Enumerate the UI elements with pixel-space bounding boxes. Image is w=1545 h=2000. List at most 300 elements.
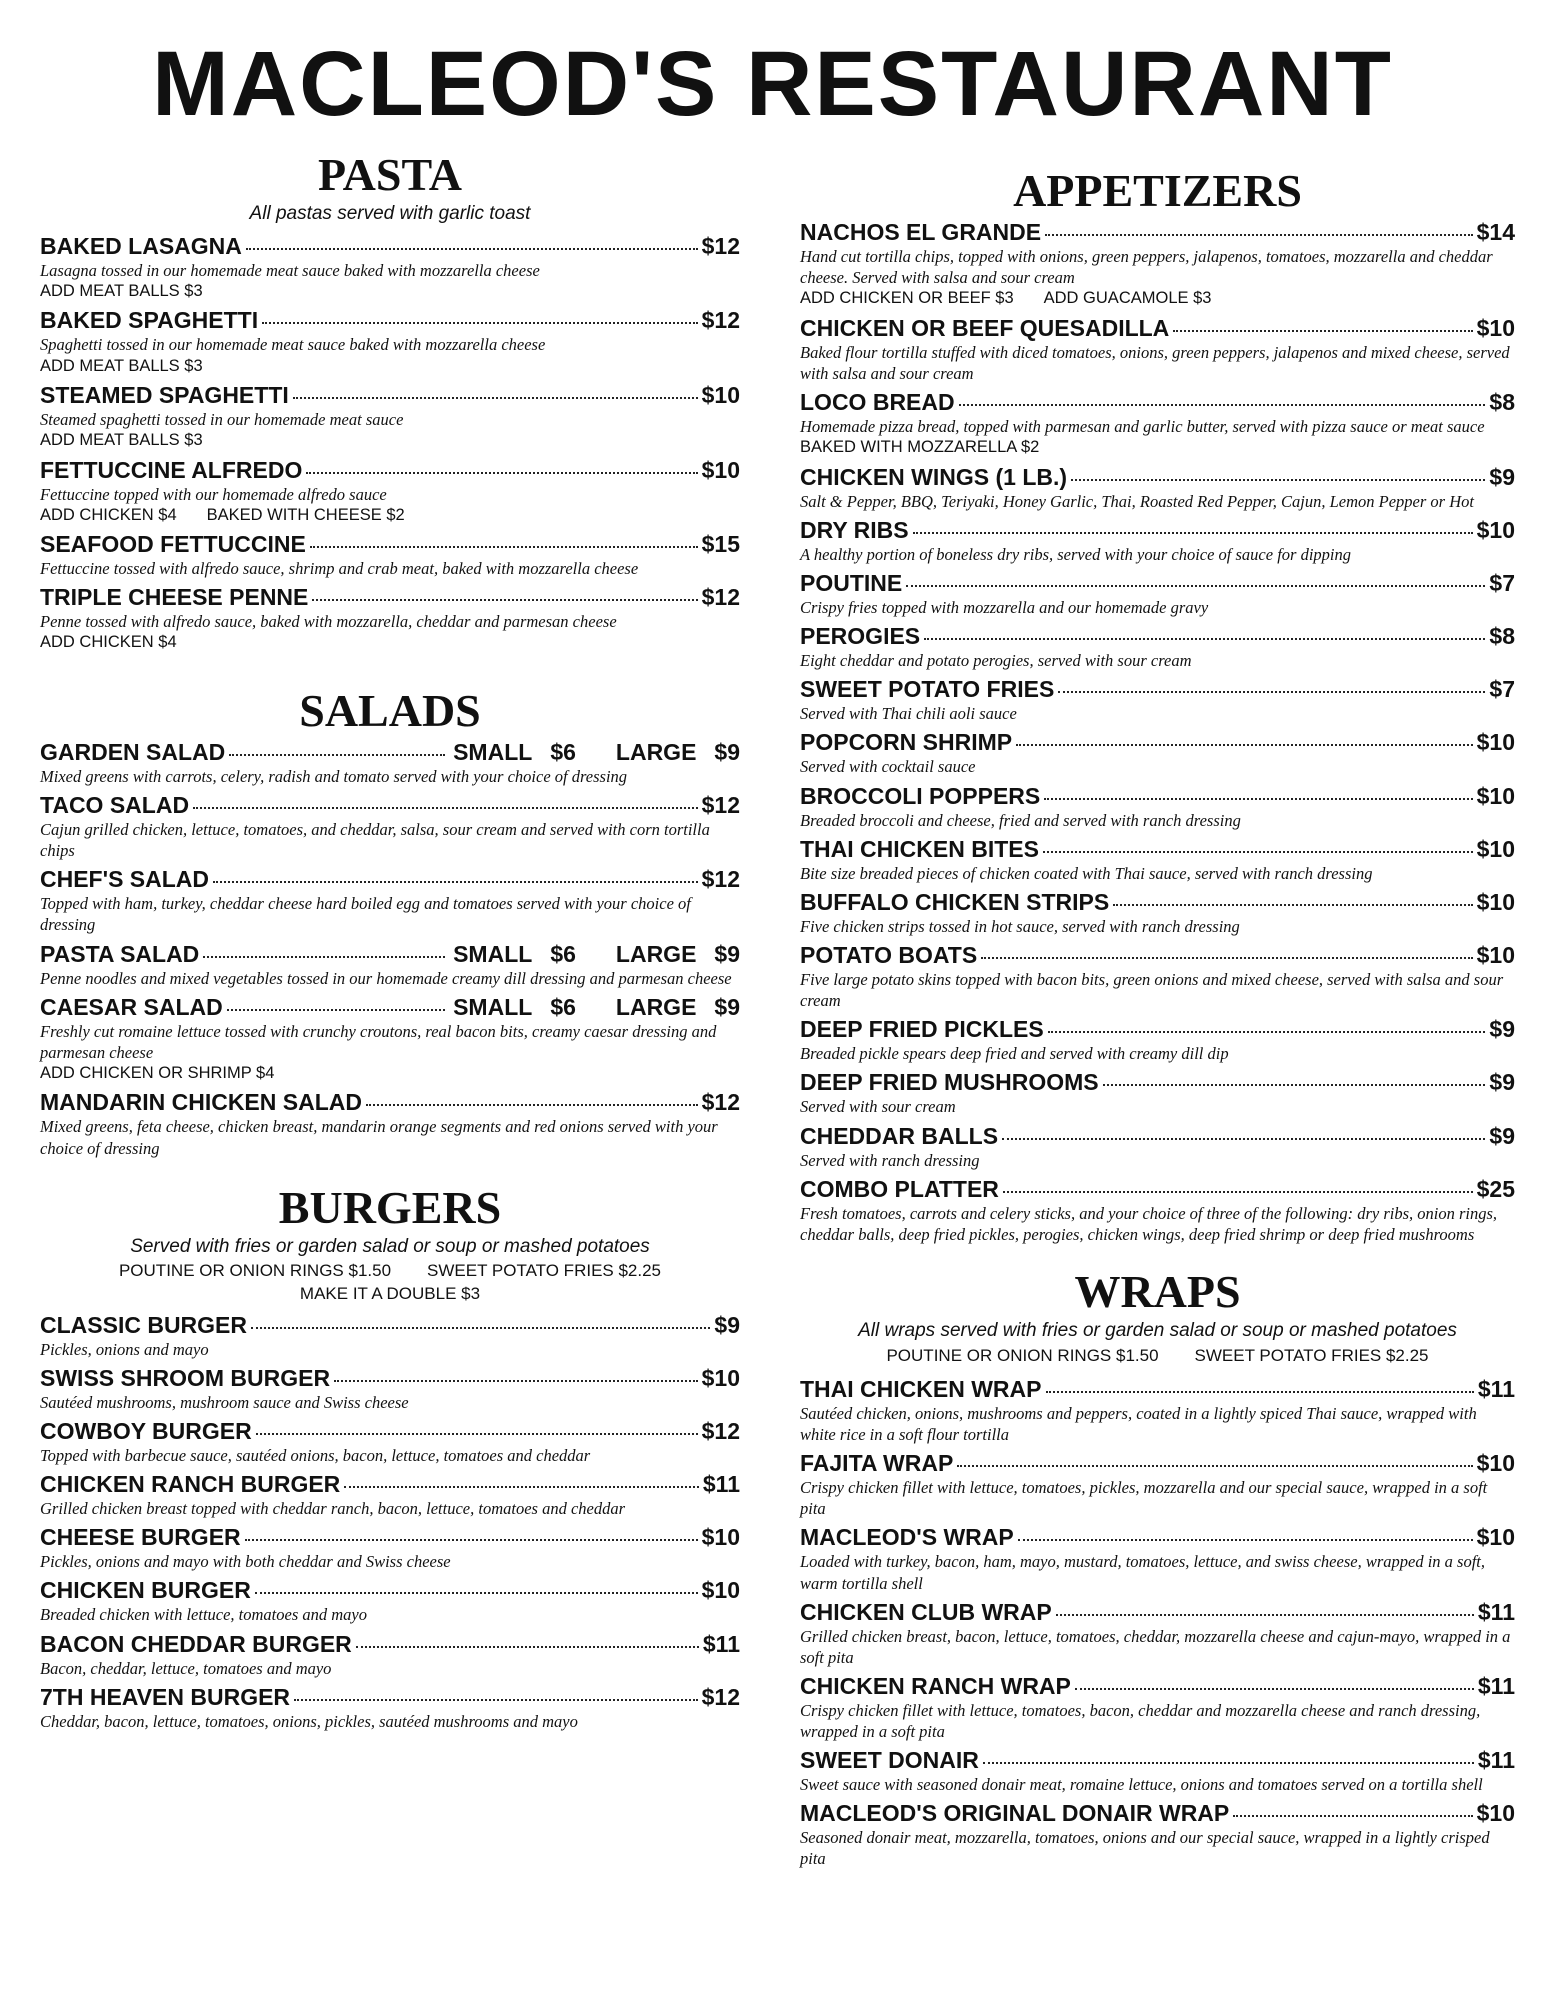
menu-item-row: [40, 1630, 740, 1658]
menu-item-row: [800, 1598, 1515, 1626]
menu-item-addons: [40, 356, 740, 377]
dot-leader: [1018, 1539, 1473, 1541]
menu-item-row: [40, 1417, 740, 1445]
menu-item-name: DRY RIBS: [800, 516, 909, 543]
menu-item-description: Freshly cut romaine lettuce tossed with crunchy croutons, real bacon bits, creamy caesar dressing and parmesan cheese: [40, 1021, 717, 1062]
menu-item: [40, 232, 740, 303]
menu-item-name: MACLEOD'S ORIGINAL DONAIR WRAP: [800, 1800, 1230, 1827]
size-price: $6: [550, 993, 576, 1020]
menu-item-price: $9: [1489, 1016, 1515, 1043]
menu-item: [40, 1470, 740, 1519]
dot-leader: [1043, 851, 1473, 853]
menu-item: [800, 835, 1515, 884]
menu-item-name: SWEET POTATO FRIES: [800, 676, 1055, 703]
menu-item-description: Homemade pizza bread, topped with parmesan and garlic butter, served with pizza sauce or meat sauce: [800, 417, 1485, 437]
menu-item-name: DEEP FRIED MUSHROOMS: [800, 1069, 1099, 1096]
menu-item: [800, 463, 1515, 512]
dot-leader: [293, 397, 698, 399]
menu-item-row: [40, 1523, 740, 1551]
dot-leader: [1045, 234, 1473, 236]
menu-item-name: 7TH HEAVEN BURGER: [40, 1683, 291, 1710]
menu-item-row: [800, 622, 1515, 650]
menu-item-row: [40, 1088, 740, 1116]
dot-leader: [366, 1104, 698, 1106]
menu-item-name: PASTA SALAD: [40, 940, 200, 967]
right-column: [800, 165, 1515, 1906]
appetizers-section: [800, 165, 1515, 1245]
menu-item: [800, 569, 1515, 618]
menu-item-price: $10: [1476, 516, 1515, 543]
menu-item-price: $11: [702, 1471, 740, 1498]
wraps-note: All wraps served with fries or garden salad or soup or mashed potatoes: [858, 1319, 1457, 1341]
menu-item-description: Baked flour tortilla stuffed with diced tomatoes, onions, green peppers, jalapenos and mixed cheese, served with salsa and sour cream: [800, 342, 1510, 383]
menu-item-description: Breaded broccoli and cheese, fried and served with ranch dressing: [800, 810, 1241, 830]
dot-leader: [251, 1327, 710, 1329]
menu-item: [800, 1672, 1515, 1742]
menu-item-row: [40, 1470, 740, 1498]
menu-item-row: [40, 456, 740, 484]
menu-item-description: Mixed greens, feta cheese, chicken breast, mandarin orange segments and red onions served with your choice of dressing: [40, 1117, 718, 1158]
menu-item-price: $15: [701, 531, 740, 558]
menu-item-name: FAJITA WRAP: [800, 1450, 954, 1477]
dot-leader: [957, 1465, 1472, 1467]
left-column: [40, 149, 740, 1768]
menu-item-description: Crispy fries topped with mozzarella and our homemade gravy: [800, 597, 1209, 617]
menu-item-name: SWISS SHROOM BURGER: [40, 1364, 331, 1391]
menu-item-row: [800, 1122, 1515, 1150]
menu-item-addons: [800, 437, 1515, 458]
menu-item-name: THAI CHICKEN WRAP: [800, 1375, 1042, 1402]
menu-item: [800, 1175, 1515, 1245]
menu-item-name: CHEDDAR BALLS: [800, 1122, 999, 1149]
pasta-section: [40, 149, 740, 654]
salads-heading: SALADS: [299, 684, 481, 736]
size-label: SMALL: [453, 940, 533, 967]
dot-leader: [1075, 1688, 1474, 1690]
menu-item-price: $11: [1477, 1672, 1515, 1699]
menu-item-name: SEAFOOD FETTUCCINE: [40, 531, 306, 558]
menu-item-description: Penne noodles and mixed vegetables tossed in our homemade creamy dill dressing and parmesan cheese: [40, 968, 732, 988]
menu-item-description: Breaded chicken with lettuce, tomatoes and mayo: [40, 1605, 368, 1625]
addon-option: BAKED WITH MOZZARELLA $2: [800, 438, 1040, 457]
menu-item-row: [800, 1175, 1515, 1203]
dot-leader: [203, 956, 445, 958]
size-option: [453, 993, 576, 1021]
menu-item-name: CAESAR SALAD: [40, 993, 223, 1020]
menu-item-row: [40, 738, 740, 766]
dot-leader: [1046, 1391, 1474, 1393]
burgers-upgrade-2: SWEET POTATO FRIES $2.25: [427, 1261, 662, 1281]
menu-item-name: CHICKEN WINGS (1 LB.): [800, 463, 1068, 490]
menu-item-description: Five large potato skins topped with bacon bits, green onions and mixed cheese, served with salsa and sour cream: [800, 970, 1504, 1011]
menu-item: [40, 791, 740, 861]
menu-item-row: [800, 463, 1515, 491]
menu-item-row: [800, 314, 1515, 342]
wraps-section: [800, 1265, 1515, 1870]
addon-option: ADD MEAT BALLS $3: [40, 356, 203, 375]
menu-item-name: TACO SALAD: [40, 792, 190, 819]
burgers-note: Served with fries or garden salad or soup or mashed potatoes: [130, 1235, 650, 1257]
menu-item: [40, 306, 740, 377]
menu-item-description: Cheddar, bacon, lettuce, tomatoes, onions, pickles, sautéed mushrooms and mayo: [40, 1711, 578, 1731]
dot-leader: [262, 322, 698, 324]
menu-item-name: POUTINE: [800, 569, 903, 596]
menu-item-name: POTATO BOATS: [800, 941, 978, 968]
dot-leader: [245, 1539, 698, 1541]
menu-item: [40, 530, 740, 579]
menu-item-name: BAKED SPAGHETTI: [40, 307, 259, 334]
dot-leader: [1044, 798, 1472, 800]
menu-item: [800, 1449, 1515, 1519]
menu-item-row: [40, 306, 740, 334]
addon-option: ADD CHICKEN $4: [40, 505, 177, 524]
menu-item: [800, 388, 1515, 459]
addon-option: ADD CHICKEN OR BEEF $3: [800, 289, 1014, 308]
dot-leader: [1016, 744, 1472, 746]
menu-item-row: [800, 728, 1515, 756]
size-option: [453, 940, 576, 968]
dot-leader: [306, 472, 697, 474]
menu-item-description: Five chicken strips tossed in hot sauce, served with ranch dressing: [800, 916, 1240, 936]
menu-item-row: [800, 782, 1515, 810]
menu-item-description: Pickles, onions and mayo: [40, 1339, 209, 1359]
menu-item-row: [40, 381, 740, 409]
menu-item-name: BAKED LASAGNA: [40, 232, 242, 259]
menu-item-description: Grilled chicken breast topped with cheddar ranch, bacon, lettuce, tomatoes and cheddar: [40, 1499, 626, 1519]
menu-item-price: $10: [1476, 888, 1515, 915]
dot-leader: [256, 1433, 698, 1435]
menu-item-row: [40, 1364, 740, 1392]
dot-leader: [246, 248, 698, 250]
addon-option: ADD MEAT BALLS $3: [40, 281, 203, 300]
menu-item-name: COWBOY BURGER: [40, 1417, 252, 1444]
menu-item: [40, 1311, 740, 1360]
dot-leader: [906, 585, 1485, 587]
size-label: LARGE: [615, 738, 697, 765]
menu-item-description: Loaded with turkey, bacon, ham, mayo, mustard, tomatoes, lettuce, and swiss cheese, wrapped in a soft, warm tortilla shell: [800, 1552, 1485, 1593]
addon-option: ADD MEAT BALLS $3: [40, 431, 203, 450]
menu-item-addons: [40, 281, 740, 302]
dot-leader: [193, 807, 698, 809]
burgers-section: [40, 1181, 740, 1732]
menu-item-price: $10: [1476, 835, 1515, 862]
menu-item-name: CHEESE BURGER: [40, 1524, 241, 1551]
menu-item-row: [40, 791, 740, 819]
menu-item: [40, 738, 740, 787]
menu-item-price: $12: [701, 584, 740, 611]
menu-item-addons: [40, 430, 740, 451]
menu-item: [800, 314, 1515, 384]
dot-leader: [294, 1699, 698, 1701]
menu-item-price: $10: [701, 1524, 740, 1551]
menu-item: [800, 888, 1515, 937]
menu-item-price: $10: [1476, 1450, 1515, 1477]
dot-leader: [1002, 1138, 1485, 1140]
menu-item: [40, 1417, 740, 1466]
menu-item-row: [800, 516, 1515, 544]
menu-item-row: [800, 1799, 1515, 1827]
menu-item-description: Salt & Pepper, BBQ, Teriyaki, Honey Garlic, Thai, Roasted Red Pepper, Cajun, Lemon Pepper or Hot: [800, 491, 1474, 511]
wraps-items: [800, 1375, 1515, 1870]
menu-item: [40, 1576, 740, 1625]
menu-item-row: [40, 1683, 740, 1711]
dot-leader: [310, 546, 698, 548]
menu-item: [800, 1746, 1515, 1795]
menu-item: [800, 218, 1515, 310]
menu-item-row: [40, 530, 740, 558]
menu-item-name: CHICKEN OR BEEF QUESADILLA: [800, 314, 1170, 341]
menu-item-name: DEEP FRIED PICKLES: [800, 1016, 1044, 1043]
addon-option: ADD CHICKEN $4: [40, 633, 177, 652]
menu-item-row: [800, 1015, 1515, 1043]
menu-item: [800, 516, 1515, 565]
menu-item-description: Lasagna tossed in our homemade meat sauce baked with mozzarella cheese: [40, 260, 540, 280]
menu-item: [800, 622, 1515, 671]
menu-item-row: [800, 1449, 1515, 1477]
menu-item-description: Sautéed mushrooms, mushroom sauce and Swiss cheese: [40, 1392, 409, 1412]
wraps-upgrades: [800, 1345, 1515, 1367]
menu-item-description: Served with sour cream: [800, 1097, 956, 1117]
wraps-upgrade-2: SWEET POTATO FRIES $2.25: [1194, 1345, 1429, 1365]
dot-leader: [334, 1380, 698, 1382]
size-option: [616, 738, 740, 766]
menu-item-description: Penne tossed with alfredo sauce, baked with mozzarella, cheddar and parmesan cheese: [40, 612, 617, 632]
menu-item-price: $9: [1489, 463, 1515, 490]
size-label: LARGE: [615, 993, 697, 1020]
addon-option: BAKED WITH CHEESE $2: [206, 505, 405, 524]
menu-item-description: Served with Thai chili aoli sauce: [800, 704, 1017, 724]
menu-item: [800, 941, 1515, 1011]
restaurant-title: MACLEOD'S RESTAURANT: [152, 33, 1393, 135]
menu-item-price: $11: [1477, 1598, 1515, 1625]
dot-leader: [1048, 1031, 1486, 1033]
menu-item-row: [800, 1375, 1515, 1403]
menu-item-addons: [40, 505, 740, 526]
dot-leader: [983, 1762, 1474, 1764]
menu-item-name: NACHOS EL GRANDE: [800, 219, 1042, 245]
menu-item-description: Hand cut tortilla chips, topped with onions, green peppers, jalapenos, tomatoes, mozzarella and cheddar cheese. Served with salsa and sour cream: [800, 247, 1493, 288]
menu-item: [800, 1122, 1515, 1171]
menu-item-name: SWEET DONAIR: [800, 1747, 979, 1774]
menu-item: [40, 1630, 740, 1679]
menu-item-name: TRIPLE CHEESE PENNE: [40, 584, 309, 611]
menu-item-name: POPCORN SHRIMP: [800, 729, 1013, 756]
size-label: SMALL: [453, 738, 533, 765]
dot-leader: [312, 599, 697, 601]
menu-item: [800, 1799, 1515, 1869]
menu-item-row: [40, 865, 740, 893]
menu-item-description: Mixed greens with carrots, celery, radish and tomato served with your choice of dressing: [40, 766, 628, 786]
salads-section: [40, 684, 740, 1159]
menu-item-row: [40, 1311, 740, 1339]
dot-leader: [1003, 1191, 1473, 1193]
menu-item-price: $12: [701, 866, 740, 893]
menu-item-name: THAI CHICKEN BITES: [800, 835, 1039, 862]
menu-item-name: CHEF'S SALAD: [40, 866, 210, 893]
dot-leader: [229, 754, 445, 756]
menu-item-price: $12: [701, 792, 740, 819]
menu-item-price: $14: [1476, 219, 1515, 245]
menu-item-price: $12: [701, 232, 740, 259]
menu-item-description: Served with cocktail sauce: [800, 757, 976, 777]
menu-item: [800, 728, 1515, 777]
menu-item-price: $10: [1476, 1800, 1515, 1827]
burgers-upgrades: [40, 1260, 740, 1282]
menu-item-name: BACON CHEDDAR BURGER: [40, 1630, 352, 1657]
menu-item-price: $10: [1476, 782, 1515, 809]
menu-item-price: $12: [701, 1417, 740, 1444]
dot-leader: [981, 957, 1472, 959]
menu-item-description: Spaghetti tossed in our homemade meat sauce baked with mozzarella cheese: [40, 335, 546, 355]
menu-item: [40, 993, 740, 1085]
menu-item-price: $8: [1489, 623, 1515, 650]
menu-item-name: CHICKEN CLUB WRAP: [800, 1598, 1052, 1625]
menu-item-row: [800, 1746, 1515, 1774]
menu-item-description: Cajun grilled chicken, lettuce, tomatoes, and cheddar, salsa, sour cream and served with corn tortilla chips: [40, 820, 710, 861]
menu-item-description: Seasoned donair meat, mozzarella, tomatoes, onions and our special sauce, wrapped in a lightly crisped pita: [800, 1828, 1490, 1869]
menu-item-price: $10: [1476, 941, 1515, 968]
appetizers-heading: APPETIZERS: [1013, 165, 1302, 216]
menu-item-name: COMBO PLATTER: [800, 1175, 999, 1202]
size-price: $9: [714, 940, 740, 967]
menu-item: [40, 1523, 740, 1572]
wraps-heading: WRAPS: [1074, 1265, 1241, 1317]
menu-item-description: Sautéed chicken, onions, mushrooms and peppers, coated in a lightly spiced Thai sauce, wrapped with white rice in a soft flour tortilla: [800, 1403, 1477, 1444]
dot-leader: [924, 638, 1485, 640]
menu-item-row: [800, 675, 1515, 703]
addon-option: ADD CHICKEN OR SHRIMP $4: [40, 1063, 275, 1082]
menu-item-row: [40, 993, 740, 1021]
menu-item-description: Crispy chicken fillet with lettuce, tomatoes, bacon, cheddar and mozzarella cheese and ranch dressing, wrapped in a soft pita: [800, 1700, 1481, 1742]
dot-leader: [1056, 1614, 1474, 1616]
menu-item-price: $10: [1476, 1524, 1515, 1551]
menu-item: [40, 456, 740, 527]
menu-item-name: GARDEN SALAD: [40, 738, 226, 765]
menu-item-row: [800, 218, 1515, 246]
menu-item-addons: [800, 288, 1515, 309]
menu-item-description: Pickles, onions and mayo with both cheddar and Swiss cheese: [40, 1552, 451, 1572]
menu-item-name: STEAMED SPAGHETTI: [40, 381, 289, 408]
pasta-note: All pastas served with garlic toast: [249, 203, 531, 224]
burgers-upgrade-1: POUTINE OR ONION RINGS $1.50: [118, 1261, 392, 1281]
burgers-double: MAKE IT A DOUBLE $3: [299, 1283, 481, 1303]
menu-item-description: Crispy chicken fillet with lettuce, tomatoes, pickles, mozzarella and our special sauce, wrapped in a soft pita: [800, 1478, 1488, 1519]
dot-leader: [227, 1009, 445, 1011]
dot-leader: [356, 1646, 699, 1648]
menu-item-price: $12: [701, 1089, 740, 1116]
menu-item-description: Breaded pickle spears deep fried and served with creamy dill dip: [800, 1044, 1229, 1064]
menu-item-description: A healthy portion of boneless dry ribs, served with your choice of sauce for dipping: [800, 544, 1352, 564]
menu-item-name: CHICKEN RANCH WRAP: [800, 1672, 1071, 1699]
dot-leader: [959, 404, 1486, 406]
size-label: SMALL: [453, 993, 533, 1020]
menu-item-description: Steamed spaghetti tossed in our homemade meat sauce: [40, 409, 404, 429]
wraps-upgrade-1: POUTINE OR ONION RINGS $1.50: [886, 1345, 1159, 1365]
menu-item-price: $9: [1489, 1122, 1515, 1149]
size-option: [616, 940, 740, 968]
menu-item-price: $12: [701, 1683, 740, 1710]
menu-item-description: Topped with barbecue sauce, sautéed onions, bacon, lettuce, tomatoes and cheddar: [40, 1445, 591, 1465]
pasta-items: [40, 232, 740, 654]
menu-item-name: CLASSIC BURGER: [40, 1311, 248, 1338]
menu-item-row: [40, 232, 740, 260]
menu-item-name: BUFFALO CHICKEN STRIPS: [800, 888, 1110, 915]
menu-item-price: $12: [701, 307, 740, 334]
menu-item-price: $7: [1489, 676, 1515, 703]
menu-item-row: [800, 888, 1515, 916]
menu-item-price: $11: [1477, 1747, 1515, 1774]
menu-item: [40, 381, 740, 452]
menu-item: [40, 940, 740, 989]
menu-item-price: $9: [1489, 1069, 1515, 1096]
dot-leader: [913, 532, 1473, 534]
menu-item-row: [40, 940, 740, 968]
menu-item-price: $9: [714, 1311, 740, 1338]
menu-item-addons: [40, 1063, 740, 1084]
dot-leader: [1113, 904, 1472, 906]
menu-item-name: LOCO BREAD: [800, 388, 955, 415]
menu-item-description: Served with ranch dressing: [800, 1150, 980, 1170]
appetizers-items: [800, 218, 1515, 1245]
pasta-heading: PASTA: [318, 149, 462, 200]
menu-item-addons: [40, 632, 740, 653]
menu-item-description: Grilled chicken breast, bacon, lettuce, tomatoes, cheddar, mozzarella cheese and cajun-mayo, wrapped in a soft pita: [800, 1626, 1511, 1667]
menu-item-description: Topped with ham, turkey, cheddar cheese hard boiled egg and tomatoes served with your choice of dressing: [40, 894, 691, 935]
menu-item-name: CHICKEN RANCH BURGER: [40, 1471, 341, 1498]
menu-item-row: [800, 1068, 1515, 1096]
menu-item-name: PEROGIES: [800, 623, 921, 650]
dot-leader: [1058, 691, 1485, 693]
menu-item: [40, 1364, 740, 1413]
menu-item-name: FETTUCCINE ALFREDO: [40, 456, 303, 483]
dot-leader: [1173, 330, 1472, 332]
dot-leader: [213, 881, 698, 883]
menu-item-description: Fettuccine topped with our homemade alfredo sauce: [40, 484, 387, 504]
burgers-items: [40, 1311, 740, 1732]
addon-option: ADD GUACAMOLE $3: [1043, 289, 1212, 308]
menu-item: [40, 1088, 740, 1158]
size-option: [453, 738, 576, 766]
menu-item-description: Eight cheddar and potato perogies, served with sour cream: [800, 651, 1192, 671]
dot-leader: [1071, 479, 1485, 481]
menu-item: [800, 1015, 1515, 1064]
salads-items: [40, 738, 740, 1159]
dot-leader: [344, 1486, 699, 1488]
menu-item: [40, 865, 740, 935]
menu-item-description: Sweet sauce with seasoned donair meat, romaine lettuce, onions and tomatoes served on a tortilla shell: [800, 1775, 1483, 1795]
size-price: $9: [714, 993, 740, 1020]
menu-item: [40, 583, 740, 654]
menu-item-row: [40, 1576, 740, 1604]
menu-item-price: $11: [1477, 1375, 1515, 1402]
menu-item: [800, 675, 1515, 724]
menu-item-row: [800, 388, 1515, 416]
menu-item-description: Bite size breaded pieces of chicken coated with Thai sauce, served with ranch dressing: [800, 863, 1373, 883]
menu-item-row: [800, 835, 1515, 863]
menu-item-row: [800, 1672, 1515, 1700]
burgers-heading: BURGERS: [278, 1181, 502, 1233]
menu-item-price: $7: [1489, 569, 1515, 596]
menu-item-price: $10: [1476, 729, 1515, 756]
menu-item-price: $10: [701, 1577, 740, 1604]
menu-item: [800, 1375, 1515, 1445]
menu-item-name: CHICKEN BURGER: [40, 1577, 251, 1604]
menu-item-name: BROCCOLI POPPERS: [800, 782, 1041, 809]
menu-item-description: Bacon, cheddar, lettuce, tomatoes and mayo: [40, 1658, 332, 1678]
menu-item-row: [40, 583, 740, 611]
menu-item-price: $8: [1489, 388, 1515, 415]
size-price: $6: [550, 738, 576, 765]
